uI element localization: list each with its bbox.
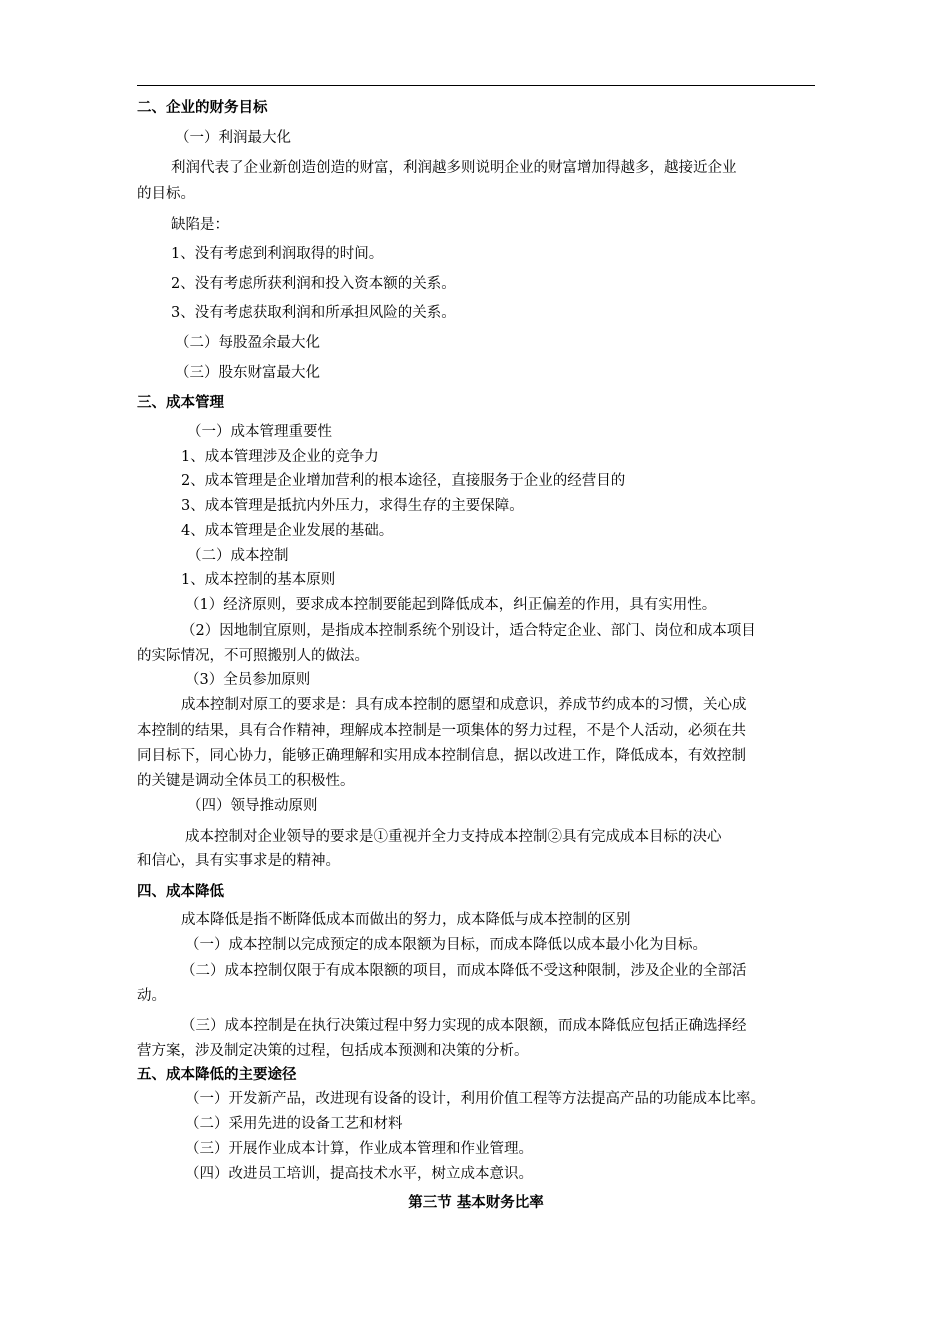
paragraph-line: 利润代表了企业新创造创造的财富，利润越多则说明企业的财富增加得越多，越接近企业 (171, 160, 737, 176)
paragraph-line: 的实际情况，不可照搬别人的做法。 (137, 648, 369, 664)
paragraph-line: 成本控制对原工的要求是：具有成本控制的愿望和成意识，养成节约成本的习惯，关心成 (181, 697, 747, 713)
list-item: 4、成本管理是企业发展的基础。 (181, 523, 394, 539)
list-item: 3、成本管理是抵抗内外压力，求得生存的主要保障。 (181, 498, 524, 514)
subheading: （三）股东财富最大化 (175, 365, 320, 381)
paragraph-line: （2）因地制宜原则，是指成本控制系统个别设计，适合特定企业、部门、岗位和成本项目 (181, 623, 756, 639)
subheading: （四）领导推动原则 (187, 798, 318, 814)
paragraph-line: 的关键是调动全体员工的积极性。 (137, 773, 355, 789)
paragraph-line: （1）经济原则，要求成本控制要能起到降低成本，纠正偏差的作用，具有实用性。 (185, 597, 717, 613)
paragraph-line: 成本降低是指不断降低成本而做出的努力，成本降低与成本控制的区别 (181, 912, 631, 928)
paragraph-line: 营方案，涉及制定决策的过程，包括成本预测和决策的分析。 (137, 1043, 529, 1059)
paragraph-line: （3）全员参加原则 (185, 672, 311, 688)
paragraph-line: 动。 (137, 988, 166, 1004)
list-item: 3、没有考虑获取利润和所承担风险的关系。 (171, 305, 456, 321)
subheading: （一）利润最大化 (175, 130, 291, 146)
paragraph-line: 和信心，具有实事求是的精神。 (137, 853, 340, 869)
paragraph-line: （三）成本控制是在执行决策过程中努力实现的成本限额，而成本降低应包括正确选择经 (181, 1018, 747, 1034)
list-item: 1、成本控制的基本原则 (181, 572, 336, 588)
list-item: 2、成本管理是企业增加营利的根本途径，直接服务于企业的经营目的 (181, 473, 626, 489)
paragraph-line: （二）成本控制仅限于有成本限额的项目，而成本降低不受这种限制，涉及企业的全部活 (181, 963, 747, 979)
paragraph-line: 本控制的结果，具有合作精神，理解成本控制是一项集体的努力过程，不是个人活动，必须在共 (137, 723, 746, 739)
paragraph-line: 成本控制对企业领导的要求是①重视并全力支持成本控制②具有完成成本目标的决心 (185, 829, 722, 845)
paragraph-line: 同目标下，同心协力，能够正确理解和实用成本控制信息，据以改进工作，降低成本，有效控制 (137, 748, 746, 764)
list-item: （三）开展作业成本计算，作业成本管理和作业管理。 (185, 1141, 533, 1157)
subheading: （二）每股盈余最大化 (175, 335, 320, 351)
paragraph-line: 缺陷是： (171, 217, 229, 233)
list-item: （一）开发新产品，改进现有设备的设计，利用价值工程等方法提高产品的功能成本比率。 (185, 1091, 765, 1107)
section-heading: 三、成本管理 (137, 395, 224, 411)
list-item: 2、没有考虑所获利润和投入资本额的关系。 (171, 276, 456, 292)
header-rule (137, 85, 815, 86)
list-item: （四）改进员工培训，提高技术水平，树立成本意识。 (185, 1166, 533, 1182)
list-item: 1、成本管理涉及企业的竞争力 (181, 449, 379, 465)
section-heading: 五、成本降低的主要途径 (137, 1067, 297, 1083)
subheading: （一）成本管理重要性 (187, 424, 332, 440)
paragraph-line: （一）成本控制以完成预定的成本限额为目标，而成本降低以成本最小化为目标。 (185, 937, 707, 953)
list-item: 1、没有考虑到利润取得的时间。 (171, 246, 384, 262)
chapter-heading: 第三节 基本财务比率 (408, 1195, 544, 1211)
subheading: （二）成本控制 (187, 548, 289, 564)
section-heading: 四、成本降低 (137, 884, 224, 900)
paragraph-line: 的目标。 (137, 186, 195, 202)
section-heading: 二、企业的财务目标 (137, 100, 268, 116)
list-item: （二）采用先进的设备工艺和材料 (185, 1116, 403, 1132)
